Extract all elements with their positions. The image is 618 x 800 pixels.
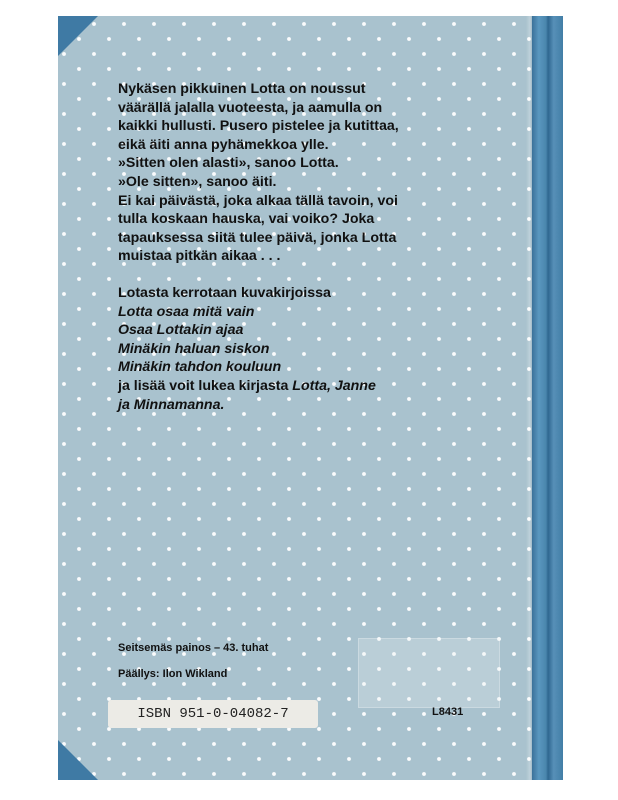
outro-text: ja lisää voit lukea kirjasta (118, 377, 293, 394)
blurb-line: muistaa pitkän aikaa . . . (118, 248, 281, 265)
series-outro (118, 377, 498, 396)
book-back-cover (58, 16, 563, 780)
blurb-line: Ei kai päivästä, joka alkaa tällä tavoin, voi (118, 192, 398, 209)
book-title: Minäkin haluan siskon (118, 340, 270, 357)
blurb-line: tulla koskaan hauska, vai voiko? Joka (118, 211, 375, 228)
outro-book-title: Lotta, Janne (292, 377, 376, 394)
corner-protector-top (58, 16, 98, 56)
catalog-code: L8431 (432, 706, 464, 718)
blurb-line: eikä äiti anna pyhämekkoa ylle. (118, 136, 329, 153)
book-title: Osaa Lottakin ajaa (118, 322, 244, 339)
series-intro: Lotasta kerrotaan kuvakirjoissa (118, 284, 331, 301)
blurb-line: »Sitten olen alasti», sanoo Lotta. (118, 155, 339, 172)
blurb-line: väärällä jalalla vuoteesta, ja aamulla on (118, 99, 383, 116)
blurb-text (118, 80, 498, 414)
blurb-line: kaikki hullusti. Pusero pistelee ja kutittaa, (118, 118, 399, 135)
tape-strip (358, 638, 500, 708)
book-title: Lotta osaa mitä vain (118, 303, 255, 320)
blurb-line: Nykäsen pikkuinen Lotta on noussut (118, 81, 366, 97)
edition-note: Seitsemäs painos – 43. tuhat (118, 642, 269, 654)
blurb-line: »Ole sitten», sanoo äiti. (118, 173, 277, 190)
outro-book-title-cont: ja Minnamanna. (118, 396, 225, 413)
cover-panel (58, 16, 532, 780)
cover-credit: Päällys: Ilon Wikland (118, 668, 228, 680)
isbn-sticker: ISBN 951-0-04082-7 (108, 700, 318, 728)
corner-protector-bottom (58, 740, 98, 780)
blurb-line: tapauksessa siitä tulee päivä, jonka Lotta (118, 229, 397, 246)
book-spine (532, 16, 563, 780)
book-title: Minäkin tahdon kouluun (118, 359, 282, 376)
